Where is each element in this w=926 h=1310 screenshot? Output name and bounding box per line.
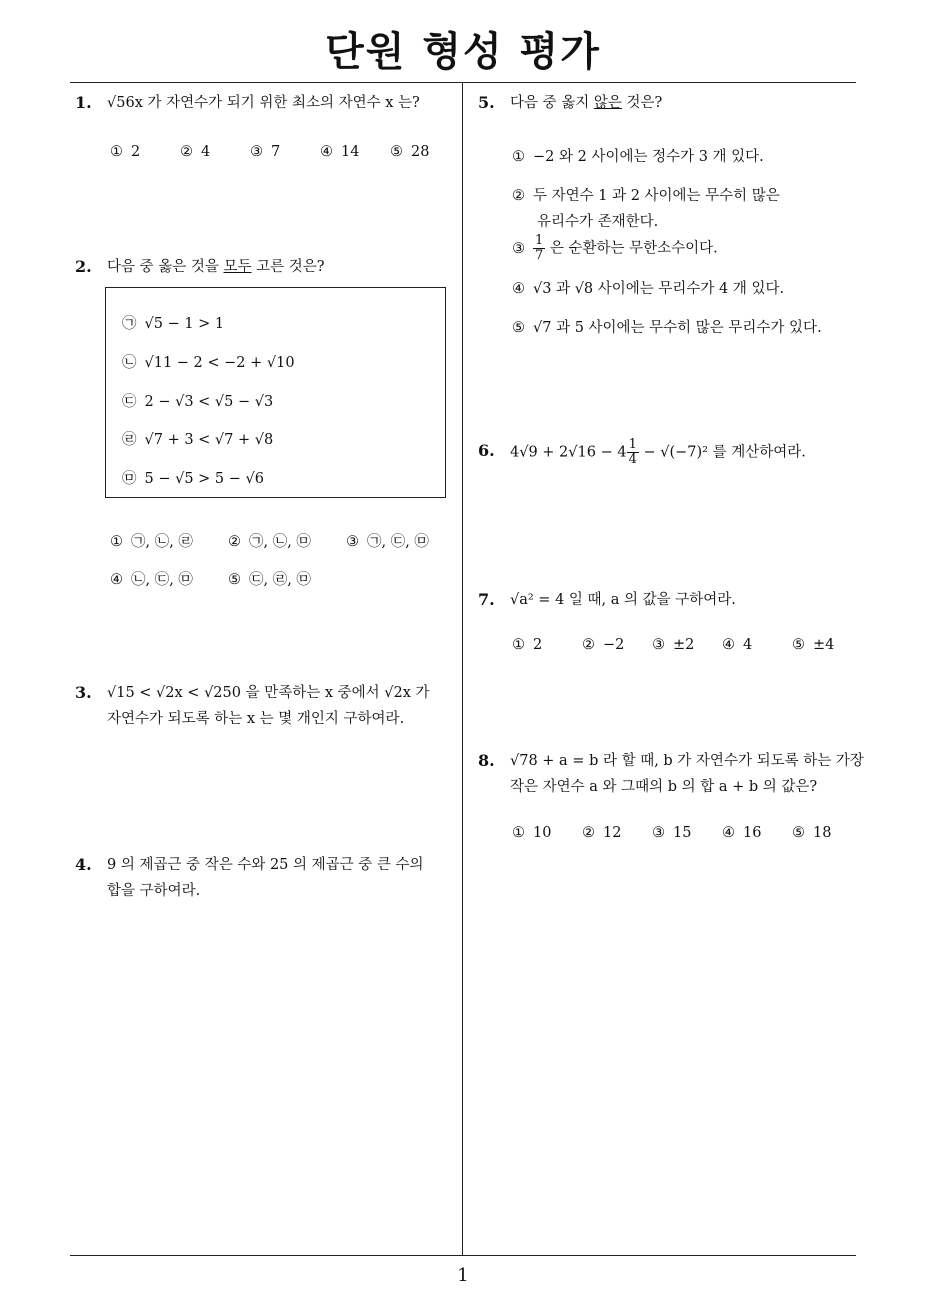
choice-3[interactable] <box>652 825 722 841</box>
choice-marker: ① <box>512 637 525 653</box>
option-marker: ⑤ <box>512 320 525 336</box>
option-3[interactable] <box>512 234 718 263</box>
choice-marker: ⑤ <box>390 144 403 160</box>
choice-1[interactable] <box>110 144 180 160</box>
choice-1[interactable] <box>110 530 228 551</box>
question-text-line-1: 9 의 제곱근 중 작은 수와 25 의 제곱근 중 큰 수의 <box>107 857 424 873</box>
question-5 <box>478 90 858 116</box>
question-2-choices-row-2 <box>110 568 346 589</box>
question-number: 8. <box>478 751 495 770</box>
choice-5[interactable] <box>792 637 862 653</box>
statement-box <box>105 287 446 498</box>
choice-text: 2 <box>131 144 141 160</box>
choice-text: 2 <box>533 637 543 653</box>
option-text: 은 순환하는 무한소수이다. <box>549 240 718 257</box>
choice-4[interactable] <box>722 825 792 841</box>
choice-4[interactable] <box>110 568 228 589</box>
statement-marker: ㉠ <box>122 316 137 332</box>
question-2-choices-row-1 <box>110 530 464 551</box>
statement-item <box>122 351 295 372</box>
choice-marker: ① <box>110 534 123 550</box>
choice-5[interactable] <box>390 144 460 160</box>
choice-marker: ③ <box>250 144 263 160</box>
question-text-part: 고른 것은? <box>251 259 325 275</box>
option-marker: ② <box>512 188 525 204</box>
page-title: 단원 형성 평가 <box>325 29 601 75</box>
choice-2[interactable] <box>228 530 346 551</box>
choice-text: 16 <box>743 825 762 841</box>
choice-5[interactable] <box>228 568 346 589</box>
choice-marker: ① <box>512 825 525 841</box>
choice-1[interactable] <box>512 637 582 653</box>
choice-marker: ③ <box>346 534 359 550</box>
option-text: 두 자연수 1 과 2 사이에는 무수히 많은 <box>533 188 780 204</box>
choice-text: ㉠, ㉡, ㉤ <box>249 534 311 550</box>
choice-text: 15 <box>673 825 692 841</box>
question-text <box>510 90 858 116</box>
fraction <box>533 234 545 263</box>
question-number: 2. <box>75 257 92 276</box>
choice-text: ㉠, ㉢, ㉤ <box>367 534 429 550</box>
option-text: √7 과 5 사이에는 무수히 많은 무리수가 있다. <box>533 320 822 336</box>
choice-marker: ⑤ <box>792 825 805 841</box>
question-7-choices <box>512 637 862 653</box>
option-2[interactable] <box>512 184 780 205</box>
column-divider <box>462 83 463 1255</box>
choice-1[interactable] <box>512 825 582 841</box>
expression-part: 4√9 + 2√16 − 4 <box>510 444 627 461</box>
question-7 <box>478 587 863 613</box>
choice-5[interactable] <box>792 825 862 841</box>
choice-marker: ④ <box>722 637 735 653</box>
choice-text: −2 <box>603 637 625 653</box>
option-5[interactable] <box>512 316 822 337</box>
question-text-line-1: √78 + a = b 라 할 때, b 가 자연수가 되도록 하는 가장 <box>510 753 864 769</box>
choice-3[interactable] <box>652 637 722 653</box>
question-6 <box>478 438 863 467</box>
choice-2[interactable] <box>582 637 652 653</box>
option-marker: ③ <box>512 240 525 257</box>
statement-marker: ㉤ <box>122 471 137 487</box>
question-number: 3. <box>75 683 92 702</box>
question-text: √a² = 4 일 때, a 의 값을 구하여라. <box>510 592 736 608</box>
statement-item <box>122 467 264 488</box>
statement-marker: ㉡ <box>122 355 137 371</box>
option-4[interactable] <box>512 277 784 298</box>
top-rule <box>70 82 856 83</box>
choice-marker: ③ <box>652 637 665 653</box>
option-1[interactable] <box>512 145 764 166</box>
choice-marker: ② <box>582 825 595 841</box>
question-text-line-2: 합을 구하여라. <box>107 883 201 899</box>
statement-marker: ㉣ <box>122 432 137 448</box>
option-text: √3 과 √8 사이에는 무리수가 4 개 있다. <box>533 281 785 297</box>
statement-marker: ㉢ <box>122 394 137 410</box>
choice-text: 7 <box>271 144 281 160</box>
question-number: 5. <box>478 93 495 112</box>
choice-2[interactable] <box>582 825 652 841</box>
question-text <box>510 438 863 467</box>
question-text-part: 다음 중 옳은 것을 <box>107 259 224 275</box>
choice-text: 28 <box>411 144 430 160</box>
statement-text: 2 − √3 < √5 − √3 <box>144 394 274 410</box>
question-text-line-1: √15 < √2x < √250 을 만족하는 x 중에서 √2x 가 <box>107 685 430 701</box>
fraction-numerator: 1 <box>628 437 637 452</box>
statement-item <box>122 390 273 411</box>
choice-marker: ⑤ <box>792 637 805 653</box>
statement-text: √11 − 2 < −2 + √10 <box>144 355 295 371</box>
statement-text: 5 − √5 > 5 − √6 <box>144 471 264 487</box>
question-text-part: 것은? <box>621 95 663 111</box>
fraction <box>627 438 639 467</box>
underlined-keyword: 모두 <box>223 259 252 275</box>
question-4 <box>75 852 460 904</box>
statement-item <box>122 312 224 333</box>
question-8 <box>478 748 868 800</box>
question-2 <box>75 254 455 280</box>
statement-text: √7 + 3 < √7 + √8 <box>144 432 274 448</box>
question-1 <box>75 90 455 116</box>
question-text-line-2: 작은 자연수 a 와 그때의 b 의 합 a + b 의 값은? <box>510 779 818 795</box>
choice-text: ㉡, ㉢, ㉤ <box>131 572 193 588</box>
choice-text: 18 <box>813 825 832 841</box>
option-text: −2 와 2 사이에는 정수가 3 개 있다. <box>533 149 764 165</box>
fraction-denominator: 4 <box>628 452 637 467</box>
option-marker: ④ <box>512 281 525 297</box>
question-text-part: 다음 중 옳지 <box>510 95 594 111</box>
choice-text: 14 <box>341 144 360 160</box>
choice-text: ㉢, ㉣, ㉤ <box>249 572 311 588</box>
choice-marker: ④ <box>722 825 735 841</box>
choice-4[interactable] <box>722 637 792 653</box>
choice-marker: ③ <box>652 825 665 841</box>
choice-2[interactable] <box>180 144 250 160</box>
choice-text: 12 <box>603 825 622 841</box>
choice-text: 4 <box>743 637 753 653</box>
choice-marker: ① <box>110 144 123 160</box>
question-number: 4. <box>75 855 92 874</box>
option-marker: ① <box>512 149 525 165</box>
choice-text: ㉠, ㉡, ㉣ <box>131 534 193 550</box>
choice-4[interactable] <box>320 144 390 160</box>
underlined-keyword: 않은 <box>593 95 622 111</box>
question-number: 6. <box>478 441 495 460</box>
statement-item <box>122 428 273 449</box>
choice-text: 10 <box>533 825 552 841</box>
choice-marker: ④ <box>320 144 333 160</box>
choice-marker: ② <box>582 637 595 653</box>
option-text: 유리수가 존재한다. <box>537 214 659 230</box>
question-text-line-2: 자연수가 되도록 하는 x 는 몇 개인지 구하여라. <box>107 711 405 727</box>
choice-3[interactable] <box>346 530 464 551</box>
fraction-numerator: 1 <box>535 233 544 248</box>
expression-part: − √(−7)² 를 계산하여라. <box>638 444 806 461</box>
question-text <box>107 254 455 280</box>
question-1-choices <box>110 144 460 160</box>
statement-text: √5 − 1 > 1 <box>144 316 225 332</box>
choice-text: ±2 <box>673 637 695 653</box>
choice-marker: ② <box>180 144 193 160</box>
choice-text: ±4 <box>813 637 835 653</box>
question-8-choices <box>512 825 862 841</box>
choice-marker: ⑤ <box>228 572 241 588</box>
question-3 <box>75 680 460 732</box>
question-number: 7. <box>478 590 495 609</box>
option-2-continuation <box>537 210 658 231</box>
choice-marker: ④ <box>110 572 123 588</box>
page-number: 1 <box>457 1265 469 1286</box>
choice-marker: ② <box>228 534 241 550</box>
choice-text: 4 <box>201 144 211 160</box>
question-text: √56x 가 자연수가 되기 위한 최소의 자연수 x 는? <box>107 95 420 111</box>
choice-3[interactable] <box>250 144 320 160</box>
fraction-denominator: 7 <box>535 248 544 263</box>
bottom-rule <box>70 1255 856 1256</box>
question-number: 1. <box>75 93 92 112</box>
